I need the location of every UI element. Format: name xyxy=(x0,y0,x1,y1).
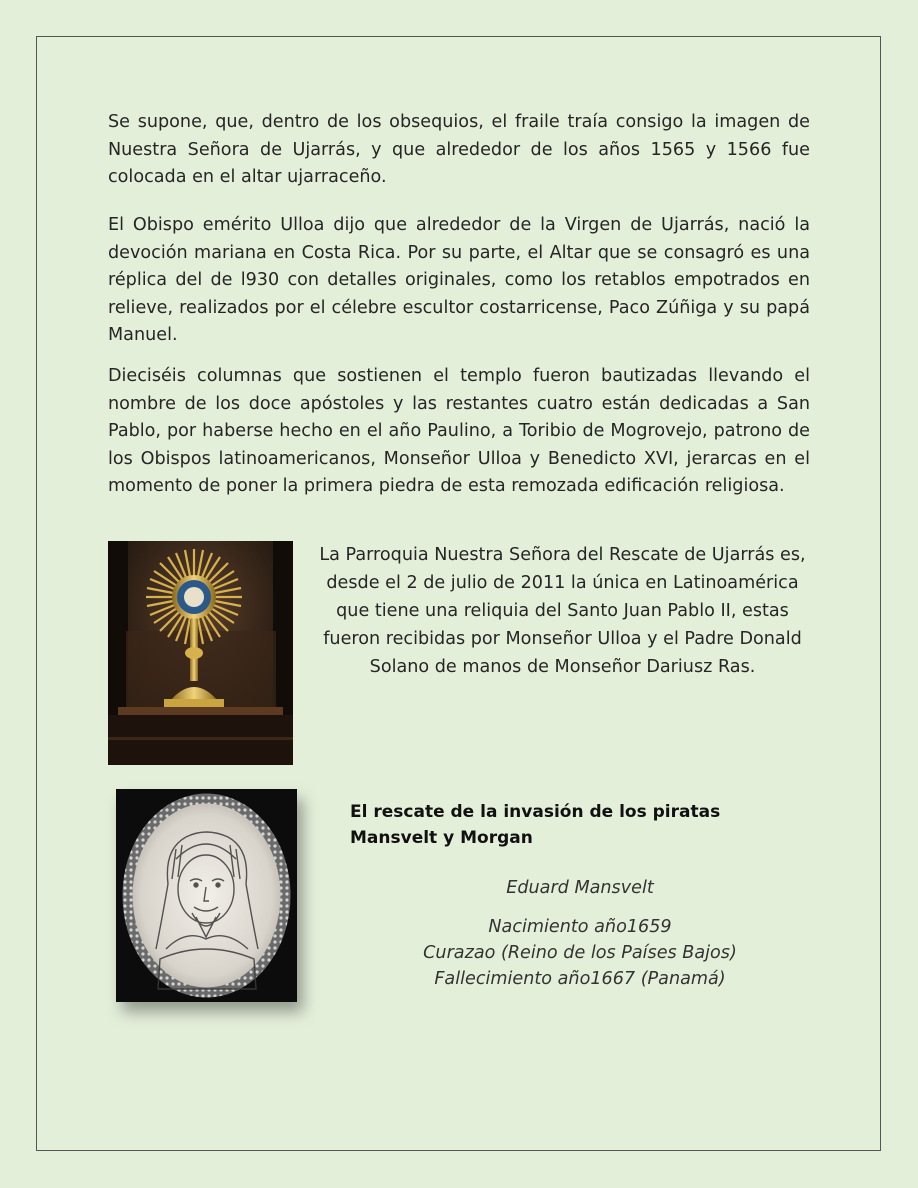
paragraph-columnas: Dieciséis columnas que sostienen el templo fueron bautizadas llevando el nombre de los doce apóstoles y las restantes cuatro están dedicadas a San Pablo, por haberse hecho en el año Paulino, a Toribio de Mogrovejo, patrono de los Obispos latinoamericanos, Monseñor Ulloa y Benedicto XVI, jerarcas en el momento de poner la primera piedra de esta remozada edificación religiosa. xyxy=(108,366,810,497)
portrait-caption-name: Eduard Mansvelt xyxy=(506,878,654,898)
section-heading: El rescate de la invasión de los piratas Mansvelt y Morgan xyxy=(350,802,721,848)
portrait-caption-details xyxy=(350,914,810,992)
pirate-portrait xyxy=(116,789,297,1002)
caption-line-place: Curazao (Reino de los Países Bajos) xyxy=(423,943,737,963)
monstrance-photo xyxy=(108,541,293,765)
paragraph-obsequios: Se supone, que, dentro de los obsequios, el fraile traía consigo la imagen de Nuestra Señora de Ujarrás, y que alrededor de los años 1565 y 1566 fue colocada en el altar ujarraceño. xyxy=(108,112,810,188)
relic-paragraph: La Parroquia Nuestra Señora del Rescate de Ujarrás es, desde el 2 de julio de 2011 la única en Latinoamérica que tiene una reliquia del Santo Juan Pablo II, estas fueron recibidas por Monseñor Ulloa y el Padre Donald Solano de manos de Monseñor Dariusz Ras. xyxy=(319,545,806,677)
caption-line-birth: Nacimiento año1659 xyxy=(488,917,672,937)
caption-line-death: Fallecimiento año1667 (Panamá) xyxy=(434,969,726,989)
paragraph-obispo-ulloa: El Obispo emérito Ulloa dijo que alrededor de la Virgen de Ujarrás, nació la devoción mariana en Costa Rica. Por su parte, el Altar que se consagró es una réplica del de l930 con detalles originales, como los retablos empotrados en relieve, realizados por el célebre escultor costarricense, Paco Zúñiga y su papá Manuel. xyxy=(108,215,810,346)
